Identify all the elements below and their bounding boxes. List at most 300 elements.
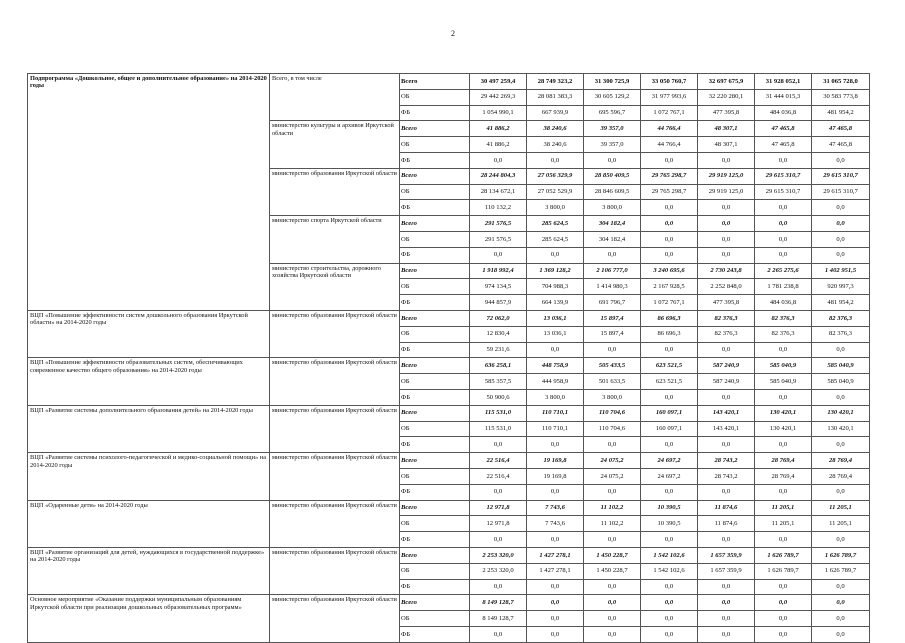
amount-cell: 477 395,8 <box>698 295 755 311</box>
amount-cell: 585 040,9 <box>755 358 812 374</box>
amount-cell: 72 062,0 <box>470 310 527 326</box>
amount-cell: 7 743,6 <box>527 516 584 532</box>
table-row <box>28 500 870 516</box>
responsible-executor: министерство культуры и архивов Иркутской области <box>270 121 400 168</box>
amount-cell: 19 169,8 <box>527 453 584 469</box>
funding-source: ФБ <box>400 437 470 453</box>
amount-cell: 1 054 990,1 <box>470 105 527 121</box>
amount-cell: 0,0 <box>584 532 641 548</box>
amount-cell: 0,0 <box>698 231 755 247</box>
amount-cell: 10 390,5 <box>641 516 698 532</box>
table-row <box>28 453 870 469</box>
responsible-executor: министерство образования Иркутской области <box>270 547 400 594</box>
amount-cell: 7 743,6 <box>527 500 584 516</box>
amount-cell: 110 704,6 <box>584 405 641 421</box>
amount-cell: 444 958,9 <box>527 374 584 390</box>
page-number: 2 <box>451 29 455 38</box>
amount-cell: 130 420,1 <box>755 421 812 437</box>
table-row <box>28 358 870 374</box>
amount-cell: 0,0 <box>812 231 870 247</box>
amount-cell: 160 097,1 <box>641 421 698 437</box>
amount-cell: 3 800,0 <box>584 200 641 216</box>
amount-cell: 0,0 <box>755 579 812 595</box>
amount-cell: 484 036,8 <box>755 105 812 121</box>
amount-cell: 47 465,8 <box>812 137 870 153</box>
amount-cell: 0,0 <box>698 247 755 263</box>
amount-cell: 29 765 298,7 <box>641 168 698 184</box>
table-row <box>28 405 870 421</box>
amount-cell: 39 357,0 <box>584 121 641 137</box>
funding-source: ФБ <box>400 200 470 216</box>
funding-source: ФБ <box>400 295 470 311</box>
amount-cell: 0,0 <box>755 247 812 263</box>
responsible-executor: министерство спорта Иркутской области <box>270 216 400 263</box>
amount-cell: 0,0 <box>698 216 755 232</box>
funding-source: ОБ <box>400 516 470 532</box>
funding-source: ФБ <box>400 389 470 405</box>
funding-source: ОБ <box>400 421 470 437</box>
amount-cell: 0,0 <box>698 532 755 548</box>
funding-source: Всего <box>400 74 470 90</box>
amount-cell: 285 624,5 <box>527 216 584 232</box>
amount-cell: 0,0 <box>812 342 870 358</box>
amount-cell: 27 052 529,9 <box>527 184 584 200</box>
amount-cell: 0,0 <box>698 611 755 627</box>
funding-source: ФБ <box>400 532 470 548</box>
funding-source: Всего <box>400 453 470 469</box>
amount-cell: 2 730 243,8 <box>698 263 755 279</box>
amount-cell: 82 376,3 <box>755 310 812 326</box>
amount-cell: 585 040,9 <box>812 374 870 390</box>
funding-source: ОБ <box>400 563 470 579</box>
amount-cell: 0,0 <box>755 437 812 453</box>
amount-cell: 12 830,4 <box>470 326 527 342</box>
amount-cell: 1 626 789,7 <box>755 547 812 563</box>
funding-source: ОБ <box>400 184 470 200</box>
amount-cell: 15 897,4 <box>584 326 641 342</box>
amount-cell: 31 977 993,6 <box>641 89 698 105</box>
amount-cell: 47 465,8 <box>755 121 812 137</box>
amount-cell: 13 036,1 <box>527 326 584 342</box>
amount-cell: 3 800,0 <box>527 200 584 216</box>
program-name: ВЦП «Одаренные дети» на 2014-2020 годы <box>28 500 270 547</box>
amount-cell: 38 240,6 <box>527 137 584 153</box>
table-row <box>28 595 870 611</box>
amount-cell: 0,0 <box>641 437 698 453</box>
funding-source: ФБ <box>400 484 470 500</box>
amount-cell: 1 072 767,1 <box>641 295 698 311</box>
amount-cell: 29 919 125,0 <box>698 168 755 184</box>
funding-source: ОБ <box>400 611 470 627</box>
amount-cell: 0,0 <box>584 579 641 595</box>
amount-cell: 110 132,2 <box>470 200 527 216</box>
amount-cell: 130 420,1 <box>812 405 870 421</box>
amount-cell: 3 800,0 <box>584 389 641 405</box>
amount-cell: 0,0 <box>755 595 812 611</box>
amount-cell: 27 056 329,9 <box>527 168 584 184</box>
amount-cell: 110 710,1 <box>527 405 584 421</box>
amount-cell: 1 427 278,1 <box>527 563 584 579</box>
amount-cell: 484 036,8 <box>755 295 812 311</box>
amount-cell: 0,0 <box>641 595 698 611</box>
budget-table-body <box>28 74 870 643</box>
amount-cell: 32 220 280,1 <box>698 89 755 105</box>
amount-cell: 15 897,4 <box>584 310 641 326</box>
amount-cell: 974 134,5 <box>470 279 527 295</box>
table-row <box>28 74 870 90</box>
amount-cell: 28 134 672,1 <box>470 184 527 200</box>
amount-cell: 0,0 <box>698 200 755 216</box>
amount-cell: 0,0 <box>470 579 527 595</box>
amount-cell: 585 357,5 <box>470 374 527 390</box>
amount-cell: 31 444 015,3 <box>755 89 812 105</box>
amount-cell: 501 633,5 <box>584 374 641 390</box>
amount-cell: 28 769,4 <box>755 453 812 469</box>
amount-cell: 0,0 <box>641 626 698 642</box>
amount-cell: 28 769,4 <box>812 468 870 484</box>
amount-cell: 623 521,5 <box>641 358 698 374</box>
amount-cell: 29 615 310,7 <box>755 184 812 200</box>
amount-cell: 0,0 <box>755 626 812 642</box>
amount-cell: 0,0 <box>527 532 584 548</box>
amount-cell: 0,0 <box>812 216 870 232</box>
amount-cell: 0,0 <box>527 342 584 358</box>
amount-cell: 29 615 310,7 <box>812 184 870 200</box>
amount-cell: 31 065 728,0 <box>812 74 870 90</box>
amount-cell: 48 307,1 <box>698 137 755 153</box>
amount-cell: 13 036,1 <box>527 310 584 326</box>
amount-cell: 28 244 804,3 <box>470 168 527 184</box>
funding-source: ФБ <box>400 152 470 168</box>
funding-source: Всего <box>400 358 470 374</box>
amount-cell: 50 900,6 <box>470 389 527 405</box>
amount-cell: 0,0 <box>584 152 641 168</box>
amount-cell: 160 097,1 <box>641 405 698 421</box>
amount-cell: 33 050 760,7 <box>641 74 698 90</box>
table-row <box>28 547 870 563</box>
amount-cell: 291 576,5 <box>470 216 527 232</box>
amount-cell: 41 886,2 <box>470 137 527 153</box>
amount-cell: 0,0 <box>698 579 755 595</box>
responsible-executor: министерство образования Иркутской области <box>270 310 400 357</box>
amount-cell: 31 300 725,9 <box>584 74 641 90</box>
amount-cell: 587 240,9 <box>698 374 755 390</box>
amount-cell: 0,0 <box>812 247 870 263</box>
amount-cell: 2 253 320,0 <box>470 547 527 563</box>
amount-cell: 477 395,8 <box>698 105 755 121</box>
amount-cell: 24 697,2 <box>641 468 698 484</box>
amount-cell: 0,0 <box>470 437 527 453</box>
amount-cell: 0,0 <box>812 532 870 548</box>
amount-cell: 448 758,9 <box>527 358 584 374</box>
amount-cell: 29 442 269,3 <box>470 89 527 105</box>
amount-cell: 22 516,4 <box>470 453 527 469</box>
amount-cell: 920 997,3 <box>812 279 870 295</box>
amount-cell: 47 465,8 <box>812 121 870 137</box>
amount-cell: 28 769,4 <box>755 468 812 484</box>
amount-cell: 44 766,4 <box>641 137 698 153</box>
amount-cell: 505 433,5 <box>584 358 641 374</box>
amount-cell: 11 205,1 <box>755 500 812 516</box>
amount-cell: 2 265 275,6 <box>755 263 812 279</box>
amount-cell: 0,0 <box>641 532 698 548</box>
amount-cell: 0,0 <box>641 579 698 595</box>
amount-cell: 1 450 228,7 <box>584 563 641 579</box>
amount-cell: 0,0 <box>641 152 698 168</box>
amount-cell: 24 075,2 <box>584 468 641 484</box>
amount-cell: 86 696,3 <box>641 310 698 326</box>
amount-cell: 11 205,1 <box>812 500 870 516</box>
amount-cell: 82 376,3 <box>755 326 812 342</box>
responsible-executor: министерство образования Иркутской области <box>270 453 400 500</box>
funding-source: Всего <box>400 168 470 184</box>
funding-source: ФБ <box>400 247 470 263</box>
amount-cell: 0,0 <box>755 216 812 232</box>
amount-cell: 0,0 <box>584 595 641 611</box>
program-name: ВЦП «Развитие системы психолого-педагогической и медико-социальной помощи» на 2014-2020 годы <box>28 453 270 500</box>
amount-cell: 11 102,2 <box>584 500 641 516</box>
amount-cell: 48 307,1 <box>698 121 755 137</box>
amount-cell: 0,0 <box>527 437 584 453</box>
funding-source: Всего <box>400 263 470 279</box>
amount-cell: 1 450 228,7 <box>584 547 641 563</box>
amount-cell: 0,0 <box>755 200 812 216</box>
amount-cell: 0,0 <box>527 626 584 642</box>
responsible-executor: министерство образования Иркутской области <box>270 168 400 215</box>
amount-cell: 623 521,5 <box>641 374 698 390</box>
amount-cell: 1 657 359,9 <box>698 547 755 563</box>
amount-cell: 19 169,8 <box>527 468 584 484</box>
amount-cell: 0,0 <box>812 626 870 642</box>
amount-cell: 11 205,1 <box>812 516 870 532</box>
amount-cell: 0,0 <box>812 484 870 500</box>
responsible-executor: министерство образования Иркутской области <box>270 405 400 452</box>
amount-cell: 30 583 773,8 <box>812 89 870 105</box>
amount-cell: 24 697,2 <box>641 453 698 469</box>
funding-source: ФБ <box>400 105 470 121</box>
amount-cell: 82 376,3 <box>698 310 755 326</box>
amount-cell: 285 624,5 <box>527 231 584 247</box>
funding-source: Всего <box>400 547 470 563</box>
amount-cell: 1 369 128,2 <box>527 263 584 279</box>
amount-cell: 0,0 <box>527 152 584 168</box>
amount-cell: 0,0 <box>698 437 755 453</box>
amount-cell: 0,0 <box>698 342 755 358</box>
funding-source: Всего <box>400 216 470 232</box>
amount-cell: 0,0 <box>470 532 527 548</box>
amount-cell: 110 704,6 <box>584 421 641 437</box>
amount-cell: 2 253 320,0 <box>470 563 527 579</box>
amount-cell: 47 465,8 <box>755 137 812 153</box>
amount-cell: 8 149 128,7 <box>470 611 527 627</box>
amount-cell: 0,0 <box>527 579 584 595</box>
amount-cell: 1 657 359,9 <box>698 563 755 579</box>
amount-cell: 704 988,3 <box>527 279 584 295</box>
amount-cell: 691 796,7 <box>584 295 641 311</box>
amount-cell: 39 357,0 <box>584 137 641 153</box>
amount-cell: 0,0 <box>584 437 641 453</box>
responsible-executor: министерство образования Иркутской области <box>270 595 400 642</box>
amount-cell: 0,0 <box>641 216 698 232</box>
amount-cell: 0,0 <box>755 389 812 405</box>
amount-cell: 1 781 238,8 <box>755 279 812 295</box>
funding-source: Всего <box>400 595 470 611</box>
amount-cell: 28 769,4 <box>812 453 870 469</box>
amount-cell: 0,0 <box>755 532 812 548</box>
amount-cell: 585 040,9 <box>812 358 870 374</box>
amount-cell: 0,0 <box>527 247 584 263</box>
amount-cell: 82 376,3 <box>812 326 870 342</box>
funding-source: ФБ <box>400 626 470 642</box>
amount-cell: 130 420,1 <box>755 405 812 421</box>
amount-cell: 0,0 <box>698 595 755 611</box>
amount-cell: 12 971,8 <box>470 500 527 516</box>
amount-cell: 0,0 <box>755 231 812 247</box>
amount-cell: 0,0 <box>812 437 870 453</box>
amount-cell: 0,0 <box>755 342 812 358</box>
amount-cell: 38 240,6 <box>527 121 584 137</box>
amount-cell: 24 075,2 <box>584 453 641 469</box>
amount-cell: 0,0 <box>641 200 698 216</box>
amount-cell: 2 167 928,5 <box>641 279 698 295</box>
amount-cell: 41 886,2 <box>470 121 527 137</box>
amount-cell: 481 954,2 <box>812 295 870 311</box>
amount-cell: 115 531,0 <box>470 405 527 421</box>
amount-cell: 11 205,1 <box>755 516 812 532</box>
amount-cell: 636 258,1 <box>470 358 527 374</box>
amount-cell: 28 846 609,5 <box>584 184 641 200</box>
amount-cell: 0,0 <box>812 579 870 595</box>
amount-cell: 28 743,2 <box>698 468 755 484</box>
program-name: ВЦП «Развитие организаций для детей, нуждающихся в государственной поддержке» на 2014-2020 годы <box>28 547 270 594</box>
amount-cell: 0,0 <box>470 484 527 500</box>
amount-cell: 0,0 <box>470 152 527 168</box>
amount-cell: 12 971,8 <box>470 516 527 532</box>
program-name: Подпрограмма «Дошкольное, общее и дополнительное образование» на 2014-2020 годы <box>28 74 270 311</box>
amount-cell: 304 182,4 <box>584 216 641 232</box>
amount-cell: 1 402 951,5 <box>812 263 870 279</box>
amount-cell: 143 420,1 <box>698 405 755 421</box>
amount-cell: 29 765 298,7 <box>641 184 698 200</box>
amount-cell: 1 414 980,3 <box>584 279 641 295</box>
program-name: ВЦП «Повышение эффективности систем дошкольного образования Иркутской области» на 2014-2020 годы <box>28 310 270 357</box>
amount-cell: 28 081 383,3 <box>527 89 584 105</box>
program-name: ВЦП «Развитие системы дополнительного образования детей» на 2014-2020 годы <box>28 405 270 452</box>
amount-cell: 29 615 310,7 <box>812 168 870 184</box>
amount-cell: 143 420,1 <box>698 421 755 437</box>
amount-cell: 0,0 <box>527 611 584 627</box>
amount-cell: 1 626 789,7 <box>812 547 870 563</box>
amount-cell: 130 420,1 <box>812 421 870 437</box>
amount-cell: 481 954,2 <box>812 105 870 121</box>
amount-cell: 28 749 323,2 <box>527 74 584 90</box>
amount-cell: 0,0 <box>755 152 812 168</box>
amount-cell: 0,0 <box>698 152 755 168</box>
funding-source: Всего <box>400 310 470 326</box>
amount-cell: 32 697 675,9 <box>698 74 755 90</box>
responsible-executor: министерство образования Иркутской области <box>270 358 400 405</box>
amount-cell: 944 857,9 <box>470 295 527 311</box>
amount-cell: 59 231,6 <box>470 342 527 358</box>
amount-cell: 0,0 <box>584 342 641 358</box>
amount-cell: 0,0 <box>812 595 870 611</box>
amount-cell: 1 626 789,7 <box>755 563 812 579</box>
amount-cell: 82 376,3 <box>698 326 755 342</box>
funding-source: ОБ <box>400 89 470 105</box>
table-row <box>28 310 870 326</box>
funding-source: Всего <box>400 500 470 516</box>
amount-cell: 0,0 <box>641 247 698 263</box>
amount-cell: 8 149 128,7 <box>470 595 527 611</box>
program-name: ВЦП «Повышение эффективности образовательных систем, обеспечивающих современное качество общего образования» на 2014-2020 годы <box>28 358 270 405</box>
budget-table <box>27 73 870 643</box>
amount-cell: 585 040,9 <box>755 374 812 390</box>
program-name: Основное мероприятие «Оказание поддержки муниципальным образованиям Иркутской области при реализации дошкольных образовательных программ» <box>28 595 270 642</box>
funding-source: Всего <box>400 405 470 421</box>
amount-cell: 0,0 <box>812 152 870 168</box>
amount-cell: 2 106 777,0 <box>584 263 641 279</box>
amount-cell: 0,0 <box>641 389 698 405</box>
amount-cell: 2 252 848,0 <box>698 279 755 295</box>
amount-cell: 3 800,0 <box>527 389 584 405</box>
funding-source: ФБ <box>400 342 470 358</box>
amount-cell: 0,0 <box>812 200 870 216</box>
amount-cell: 0,0 <box>470 626 527 642</box>
funding-source: Всего <box>400 121 470 137</box>
responsible-executor: министерство строительства, дорожного хозяйства Иркутской области <box>270 263 400 310</box>
amount-cell: 667 939,9 <box>527 105 584 121</box>
amount-cell: 0,0 <box>584 247 641 263</box>
amount-cell: 29 615 310,7 <box>755 168 812 184</box>
amount-cell: 0,0 <box>812 389 870 405</box>
amount-cell: 0,0 <box>470 247 527 263</box>
funding-source: ФБ <box>400 579 470 595</box>
amount-cell: 0,0 <box>584 626 641 642</box>
amount-cell: 1 542 102,6 <box>641 563 698 579</box>
amount-cell: 0,0 <box>698 626 755 642</box>
amount-cell: 0,0 <box>755 611 812 627</box>
amount-cell: 1 427 278,1 <box>527 547 584 563</box>
amount-cell: 11 874,6 <box>698 500 755 516</box>
amount-cell: 28 850 409,5 <box>584 168 641 184</box>
amount-cell: 0,0 <box>527 595 584 611</box>
amount-cell: 0,0 <box>584 484 641 500</box>
amount-cell: 0,0 <box>698 389 755 405</box>
amount-cell: 0,0 <box>641 484 698 500</box>
amount-cell: 22 516,4 <box>470 468 527 484</box>
amount-cell: 695 596,7 <box>584 105 641 121</box>
amount-cell: 28 743,2 <box>698 453 755 469</box>
funding-source: ОБ <box>400 326 470 342</box>
amount-cell: 0,0 <box>584 611 641 627</box>
amount-cell: 587 240,9 <box>698 358 755 374</box>
amount-cell: 10 390,5 <box>641 500 698 516</box>
amount-cell: 304 182,4 <box>584 231 641 247</box>
amount-cell: 0,0 <box>755 484 812 500</box>
responsible-executor: Всего, в том числе <box>270 74 400 121</box>
funding-source: ОБ <box>400 468 470 484</box>
amount-cell: 11 874,6 <box>698 516 755 532</box>
amount-cell: 1 626 789,7 <box>812 563 870 579</box>
amount-cell: 0,0 <box>641 611 698 627</box>
amount-cell: 291 576,5 <box>470 231 527 247</box>
amount-cell: 0,0 <box>527 484 584 500</box>
amount-cell: 0,0 <box>812 611 870 627</box>
amount-cell: 0,0 <box>641 231 698 247</box>
amount-cell: 115 531,0 <box>470 421 527 437</box>
funding-source: ОБ <box>400 279 470 295</box>
amount-cell: 11 102,2 <box>584 516 641 532</box>
